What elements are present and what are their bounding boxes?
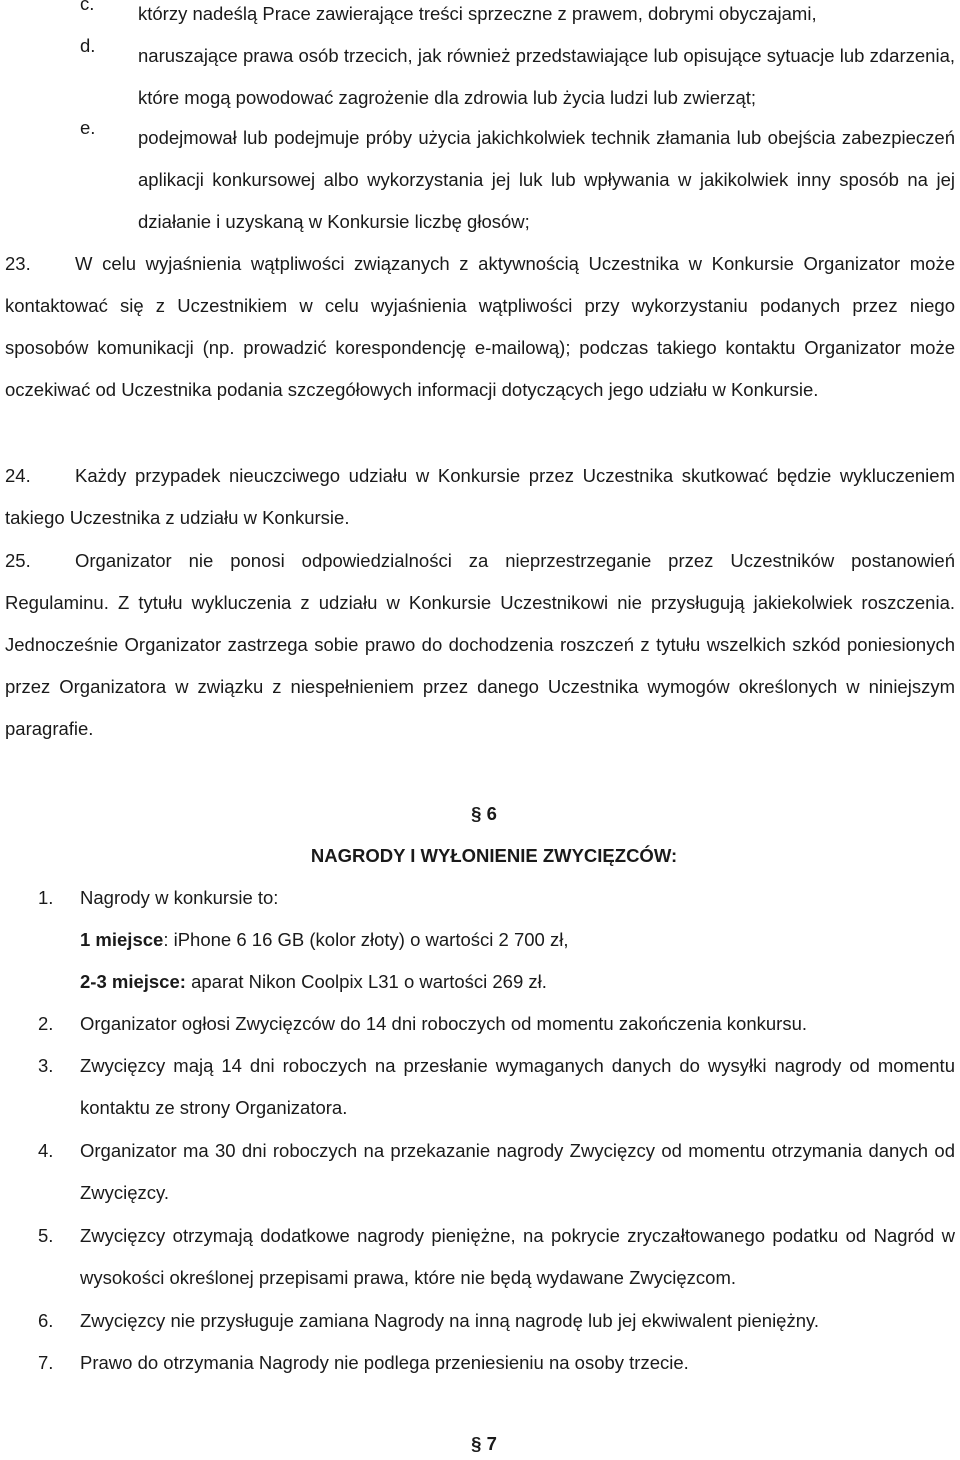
prize-text: : iPhone 6 16 GB (kolor złoty) o wartości 2 700 zł, bbox=[163, 929, 569, 950]
list-item-marker: 5. bbox=[38, 1225, 54, 1246]
paragraph-number: 25. bbox=[5, 550, 31, 571]
list-item-text: Zwycięzcy mają 14 dni roboczych na przesłanie wymaganych danych do wysyłki nagrody od momentu kontaktu ze strony Organizatora. bbox=[80, 1055, 955, 1118]
list-item-marker: 6. bbox=[38, 1310, 54, 1331]
sub-item-c bbox=[0, 0, 955, 35]
prize-line-1 bbox=[80, 919, 568, 961]
paragraph-23 bbox=[5, 243, 955, 411]
list-item-7 bbox=[0, 1342, 955, 1384]
sub-item-text: naruszające prawa osób trzecich, jak również przedstawiające lub opisujące sytuacje lub zdarzenia, które mogą powodować zagrożenie dla zdrowia lub życia ludzi lub zwierząt; bbox=[138, 45, 955, 108]
list-item-3 bbox=[0, 1045, 955, 1129]
paragraph-25 bbox=[5, 540, 955, 750]
section-7-number: § 7 bbox=[471, 1433, 497, 1454]
prize-label: 2-3 miejsce: bbox=[80, 971, 186, 992]
paragraph-24 bbox=[5, 455, 955, 539]
list-item-text: Zwycięzcy nie przysługuje zamiana Nagrody na inną nagrodę lub jej ekwiwalent pieniężny. bbox=[80, 1310, 820, 1331]
list-item-marker: 2. bbox=[38, 1013, 54, 1034]
list-item-2 bbox=[0, 1003, 955, 1045]
section-6-number: § 6 bbox=[471, 803, 497, 824]
paragraph-text: Organizator nie ponosi odpowiedzialności za nieprzestrzeganie przez Uczestników postanowień Regulaminu. Z tytułu wykluczenia z udziału w Konkursie Uczestnikowi nie przysługują jakiekolwiek roszczenia. Jednocześnie Organizator zastrzega sobie prawo do dochodzenia roszczeń z tytułu wszelkich szkód poniesionych przez Organizatora w związku z niespełnieniem przez danego Uczestnika wymogów określonych w niniejszym paragrafie. bbox=[5, 550, 955, 739]
sub-item-d bbox=[0, 35, 955, 119]
sub-item-marker: e. bbox=[80, 117, 96, 138]
prize-label: 1 miejsce bbox=[80, 929, 164, 950]
paragraph-text: W celu wyjaśnienia wątpliwości związanych z aktywnością Uczestnika w Konkursie Organizator może kontaktować się z Uczestnikiem w celu wyjaśnienia wątpliwości przy wykorzystaniu podanych przez niego sposobów komunikacji (np. prowadzić korespondencję e-mailową); podczas takiego kontaktu Organizator może oczekiwać od Uczestnika podania szczegółowych informacji dotyczących jego udziału w Konkursie. bbox=[5, 253, 955, 400]
list-item-marker: 4. bbox=[38, 1140, 54, 1161]
list-item-1 bbox=[0, 877, 955, 919]
paragraph-number: 23. bbox=[5, 253, 31, 274]
list-item-marker: 1. bbox=[38, 887, 54, 908]
paragraph-text: Każdy przypadek nieuczciwego udziału w Konkursie przez Uczestnika skutkować będzie wykluczeniem takiego Uczestnika z udziału w Konkursie. bbox=[5, 465, 955, 528]
list-item-6 bbox=[0, 1300, 955, 1342]
list-item-4 bbox=[0, 1130, 955, 1214]
sub-item-marker: c. bbox=[80, 0, 95, 14]
paragraph-number: 24. bbox=[5, 465, 31, 486]
list-item-text: Zwycięzcy otrzymają dodatkowe nagrody pieniężne, na pokrycie zryczałtowanego podatku od Nagród w wysokości określonej przepisami prawa, które nie będą wydawane Zwycięzcom. bbox=[80, 1225, 955, 1288]
list-item-text: Nagrody w konkursie to: bbox=[80, 887, 279, 908]
sub-item-e bbox=[0, 117, 955, 243]
sub-item-marker: d. bbox=[80, 35, 96, 56]
prize-line-2 bbox=[80, 961, 547, 1003]
list-item-marker: 7. bbox=[38, 1352, 54, 1373]
list-item-text: Organizator ogłosi Zwycięzców do 14 dni roboczych od momentu zakończenia konkursu. bbox=[80, 1013, 808, 1034]
section-6-title: NAGRODY I WYŁONIENIE ZWYCIĘZCÓW: bbox=[310, 845, 678, 866]
prize-text: aparat Nikon Coolpix L31 o wartości 269 zł. bbox=[185, 971, 547, 992]
sub-item-text: podejmował lub podejmuje próby użycia jakichkolwiek technik złamania lub obejścia zabezpieczeń aplikacji konkursowej albo wykorzystania jej luk lub wpływania w jakikolwiek inny sposób na jej działanie i uzyskaną w Konkursie liczbę głosów; bbox=[138, 127, 955, 232]
list-item-marker: 3. bbox=[38, 1055, 54, 1076]
list-item-text: Organizator ma 30 dni roboczych na przekazanie nagrody Zwycięzcy od momentu otrzymania danych od Zwycięzcy. bbox=[80, 1140, 955, 1203]
list-item-5 bbox=[0, 1215, 955, 1299]
list-item-text: Prawo do otrzymania Nagrody nie podlega przeniesieniu na osoby trzecie. bbox=[80, 1352, 689, 1373]
sub-item-text: którzy nadeślą Prace zawierające treści sprzeczne z prawem, dobrymi obyczajami, bbox=[138, 3, 817, 24]
